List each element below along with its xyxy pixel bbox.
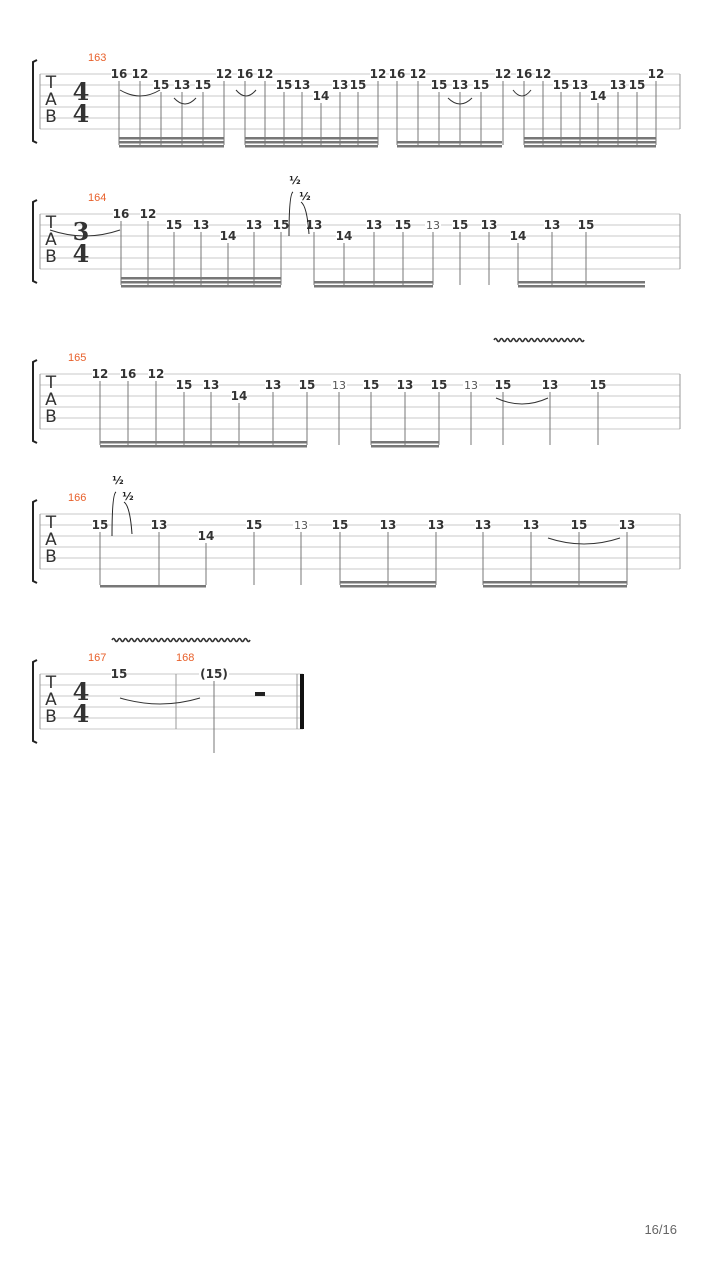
bar-number: 168 [176, 652, 195, 664]
time-signature-bottom: 4 [72, 699, 90, 728]
fret-number: 13 [543, 218, 561, 232]
beam [340, 585, 436, 588]
fret-number: 15 [628, 78, 646, 92]
fret-number: (15) [200, 667, 228, 681]
fret-number: 16 [388, 67, 406, 81]
fret-number: 13 [245, 218, 263, 232]
fret-number: 15 [165, 218, 183, 232]
tab-clef-letter: T [45, 73, 57, 93]
tab-clef-letter: T [45, 213, 57, 233]
bend-label: ½ [112, 474, 124, 487]
tab-clef-letter: T [45, 373, 57, 393]
final-barline-thick [300, 674, 304, 729]
time-signature-bottom: 4 [72, 99, 90, 128]
tie-slur [548, 538, 620, 544]
tie-slur [174, 98, 196, 104]
fret-number: 13 [480, 218, 498, 232]
beam [121, 281, 281, 284]
fret-number: 13 [464, 379, 478, 392]
fret-number: 15 [552, 78, 570, 92]
beam [119, 137, 224, 140]
fret-number: 15 [331, 518, 349, 532]
time-signature-top: 3 [72, 217, 90, 246]
bar-number: 166 [68, 492, 87, 504]
bar-number: 164 [88, 192, 107, 204]
fret-number: 16 [112, 207, 130, 221]
fret-number: 12 [409, 67, 427, 81]
bar-number: 165 [68, 352, 87, 364]
fret-number: 15 [175, 378, 193, 392]
fret-number: 15 [110, 667, 128, 681]
tab-clef-letter: A [45, 230, 57, 250]
bend-label: ½ [299, 190, 311, 203]
fret-number: 12 [215, 67, 233, 81]
fret-number: 15 [91, 518, 109, 532]
fret-number: 14 [219, 229, 237, 243]
fret-number: 14 [335, 229, 353, 243]
tab-clef-letter: A [45, 90, 57, 110]
system-bracket [33, 360, 37, 443]
fret-number: 15 [472, 78, 490, 92]
fret-number: 12 [91, 367, 109, 381]
tab-system [33, 352, 680, 448]
beam [314, 281, 433, 284]
tab-clef-letter: T [45, 673, 57, 693]
fret-number: 14 [197, 529, 215, 543]
fret-number: 13 [522, 518, 540, 532]
beam [245, 145, 378, 148]
beam [100, 585, 206, 588]
fret-number: 15 [494, 378, 512, 392]
fret-number: 13 [379, 518, 397, 532]
beam [245, 141, 378, 144]
system-bracket [33, 500, 37, 583]
fret-number: 13 [264, 378, 282, 392]
fret-number: 15 [394, 218, 412, 232]
fret-number: 12 [369, 67, 387, 81]
bar-number: 163 [88, 52, 107, 64]
fret-number: 12 [139, 207, 157, 221]
fret-number: 12 [494, 67, 512, 81]
beam [121, 277, 281, 280]
vibrato-mark [112, 639, 250, 642]
fret-number: 15 [362, 378, 380, 392]
beam [371, 441, 439, 444]
fret-number: 13 [331, 78, 349, 92]
fret-number: 13 [192, 218, 210, 232]
fret-number: 13 [571, 78, 589, 92]
beam [397, 145, 502, 148]
systems-layer [33, 52, 680, 753]
fret-number: 13 [451, 78, 469, 92]
beam [524, 145, 656, 148]
fret-number: 12 [534, 67, 552, 81]
fret-number: 15 [430, 78, 448, 92]
tab-clef-letter: T [45, 513, 57, 533]
beam [371, 445, 439, 448]
fret-number: 16 [119, 367, 137, 381]
fret-number: 13 [618, 518, 636, 532]
bend-label: ½ [289, 174, 301, 187]
fret-number: 16 [515, 67, 533, 81]
half-rest [255, 692, 265, 696]
beam [483, 585, 627, 588]
tab-system [33, 52, 680, 148]
tab-clef-letter: A [45, 690, 57, 710]
tab-clef-letter: B [45, 407, 57, 427]
beam [524, 141, 656, 144]
fret-number: 13 [202, 378, 220, 392]
fret-number: 15 [272, 218, 290, 232]
beam [314, 285, 433, 288]
fret-number: 14 [230, 389, 248, 403]
tab-clef-letter: A [45, 390, 57, 410]
fret-number: 14 [509, 229, 527, 243]
beam [245, 137, 378, 140]
fret-number: 15 [577, 218, 595, 232]
fret-number: 13 [427, 518, 445, 532]
fret-number: 15 [245, 518, 263, 532]
fret-number: 15 [349, 78, 367, 92]
beam [518, 285, 645, 288]
beam [483, 581, 627, 584]
tab-clef-letter: B [45, 247, 57, 267]
fret-number: 14 [312, 89, 330, 103]
fret-number: 15 [275, 78, 293, 92]
fret-number: 12 [647, 67, 665, 81]
fret-number: 15 [152, 78, 170, 92]
beam [397, 141, 502, 144]
fret-number: 15 [570, 518, 588, 532]
beam [119, 141, 224, 144]
tie-slur [513, 90, 531, 96]
fret-number: 13 [305, 218, 323, 232]
tab-clef-letter: B [45, 547, 57, 567]
system-bracket [33, 200, 37, 283]
release-arrow [124, 502, 132, 534]
page-number: 16/16 [644, 1222, 677, 1237]
beam [340, 581, 436, 584]
fret-number: 15 [430, 378, 448, 392]
fret-number: 13 [150, 518, 168, 532]
beam [100, 441, 307, 444]
fret-number: 13 [365, 218, 383, 232]
system-bracket [33, 60, 37, 143]
tie-slur [496, 398, 548, 404]
fret-number: 15 [298, 378, 316, 392]
fret-number: 15 [451, 218, 469, 232]
fret-number: 12 [131, 67, 149, 81]
beam [119, 145, 224, 148]
time-signature-top: 4 [72, 77, 90, 106]
time-signature-bottom: 4 [72, 239, 90, 268]
tab-system [33, 174, 680, 288]
fret-number: 15 [589, 378, 607, 392]
fret-number: 16 [236, 67, 254, 81]
fret-number: 13 [474, 518, 492, 532]
beam [100, 445, 307, 448]
fret-number: 13 [426, 219, 440, 232]
fret-number: 13 [396, 378, 414, 392]
beam [524, 137, 656, 140]
fret-number: 12 [147, 367, 165, 381]
bar-number: 167 [88, 652, 107, 664]
fret-number: 13 [173, 78, 191, 92]
fret-number: 15 [194, 78, 212, 92]
beam [518, 281, 645, 284]
tab-clef-letter: B [45, 707, 57, 727]
fret-number: 12 [256, 67, 274, 81]
fret-number: 13 [294, 519, 308, 532]
system-bracket [33, 660, 37, 743]
tab-clef-letter: B [45, 107, 57, 127]
fret-number: 16 [110, 67, 128, 81]
tab-clef-letter: A [45, 530, 57, 550]
fret-number: 13 [332, 379, 346, 392]
time-signature-top: 4 [72, 677, 90, 706]
tie-slur [120, 698, 200, 704]
bend-label: ½ [122, 490, 134, 503]
fret-number: 13 [609, 78, 627, 92]
tab-system [33, 652, 304, 753]
tie-slur [236, 90, 256, 96]
fret-number: 14 [589, 89, 607, 103]
fret-number: 13 [541, 378, 559, 392]
fret-number: 13 [293, 78, 311, 92]
beam [121, 285, 281, 288]
tab-system [33, 474, 680, 588]
vibrato-mark [494, 339, 584, 342]
